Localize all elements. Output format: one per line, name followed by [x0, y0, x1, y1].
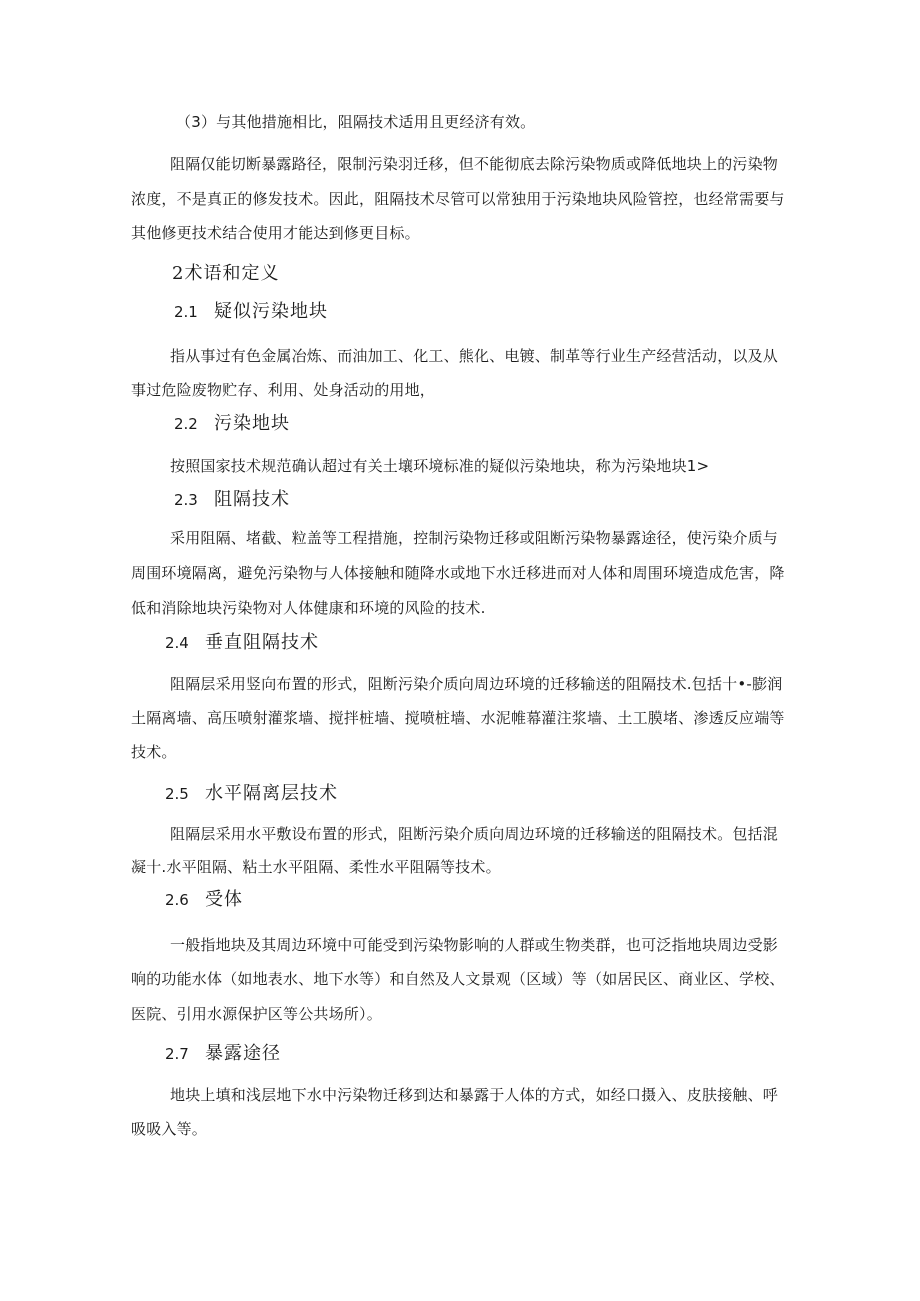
section-title: 垂直阻隔技术 [205, 632, 319, 653]
section-heading [174, 488, 290, 512]
section-body-line: 地块上填和浅层地下水中污染物迁移到达和暴露于人体的方式，如经口摄入、皮肤接触、呼 [170, 1086, 779, 1104]
section-number: 2.1 [174, 303, 198, 321]
section-body-line: 阻隔层采用竖向布置的形式，阻断污染介质向周边环境的迁移输送的阻隔技术.包括十•-膨润 [170, 675, 783, 693]
section-title: 阻隔技术 [214, 489, 290, 510]
section-body-line: 凝十.水平阻隔、粘土水平阻隔、柔性水平阻隔等技术。 [131, 858, 501, 876]
section-title: 暴露途径 [205, 1043, 281, 1064]
section-body-line: 指从事过有色金属冶炼、而油加工、化工、熊化、电镀、制革等行业生产经营活动，以及从 [170, 347, 779, 365]
section-number: 2.2 [174, 415, 198, 433]
section-body-line: 技术。 [131, 743, 177, 761]
section-heading [174, 300, 328, 324]
section-number: 2.3 [174, 491, 198, 509]
section-title: 水平隔离层技术 [205, 783, 338, 804]
intro-paragraph-line: 浓度，不是真正的修发技术。因此，阻隔技术尽管可以常独用于污染地块风险管控，也经常需要与 [131, 190, 785, 208]
section-body-line: 响的功能水体（如地表水、地下水等）和自然及人文景观（区域）等（如居民区、商业区、学校、 [131, 970, 785, 988]
section-title: 疑似污染地块 [214, 301, 328, 322]
section-body-line: 低和消除地块污染物对人体健康和环境的风险的技术. [131, 599, 486, 617]
section-title: 污染地块 [214, 413, 290, 434]
section-body-line: 阻隔层采用水平敷设布置的形式，阻断污染介质向周边环境的迁移输送的阻隔技术。包括混 [170, 825, 779, 843]
intro-paragraph-line: 阻隔仅能切断暴露路径，限制污染羽迁移，但不能彻底去除污染物质或降低地块上的污染物 [170, 155, 779, 173]
section-heading [165, 782, 338, 806]
section-body-line: 一般指地块及其周边环境中可能受到污染物影响的人群或生物类群，也可泛指地块周边受影 [170, 936, 779, 954]
section-title: 受体 [205, 889, 243, 910]
section-body-line: 事过危险废物贮存、利用、处身活动的用地， [131, 381, 436, 399]
section-heading [165, 631, 319, 655]
intro-list-item: （3）与其他措施相比，阻隔技术适用且更经济有效。 [176, 113, 536, 131]
section-body-line: 土隔离墙、高压喷射灌浆墙、搅拌桩墙、搅喷桩墙、水泥帷幕灌注浆墙、土工膜堵、渗透反应端等 [131, 709, 785, 727]
section-number: 2.7 [165, 1045, 189, 1063]
section-number: 2.4 [165, 634, 189, 652]
section-number: 2.6 [165, 891, 189, 909]
section-body-line: 周围环境隔离，避免污染物与人体接触和随降水或地下水迁移进而对人体和周围环境造成危害，降 [131, 564, 785, 582]
section-body-line: 医院、引用水源保护区等公共场所）。 [131, 1005, 382, 1023]
section-body-line: 吸吸入等。 [131, 1120, 208, 1138]
section-heading [165, 1042, 281, 1066]
section-heading [174, 412, 290, 436]
chapter-heading: 2术语和定义 [172, 263, 280, 284]
section-body-line: 按照国家技术规范确认超过有关土壤环境标准的疑似污染地块，称为污染地块1> [170, 457, 710, 475]
section-number: 2.5 [165, 785, 189, 803]
section-body-line: 采用阻隔、堵截、粒盖等工程措施，控制污染物迁移或阻断污染物暴露途径，使污染介质与 [170, 529, 779, 547]
intro-paragraph-line: 其他修更技术结合使用才能达到修更目标。 [131, 224, 420, 242]
section-heading [165, 888, 243, 912]
